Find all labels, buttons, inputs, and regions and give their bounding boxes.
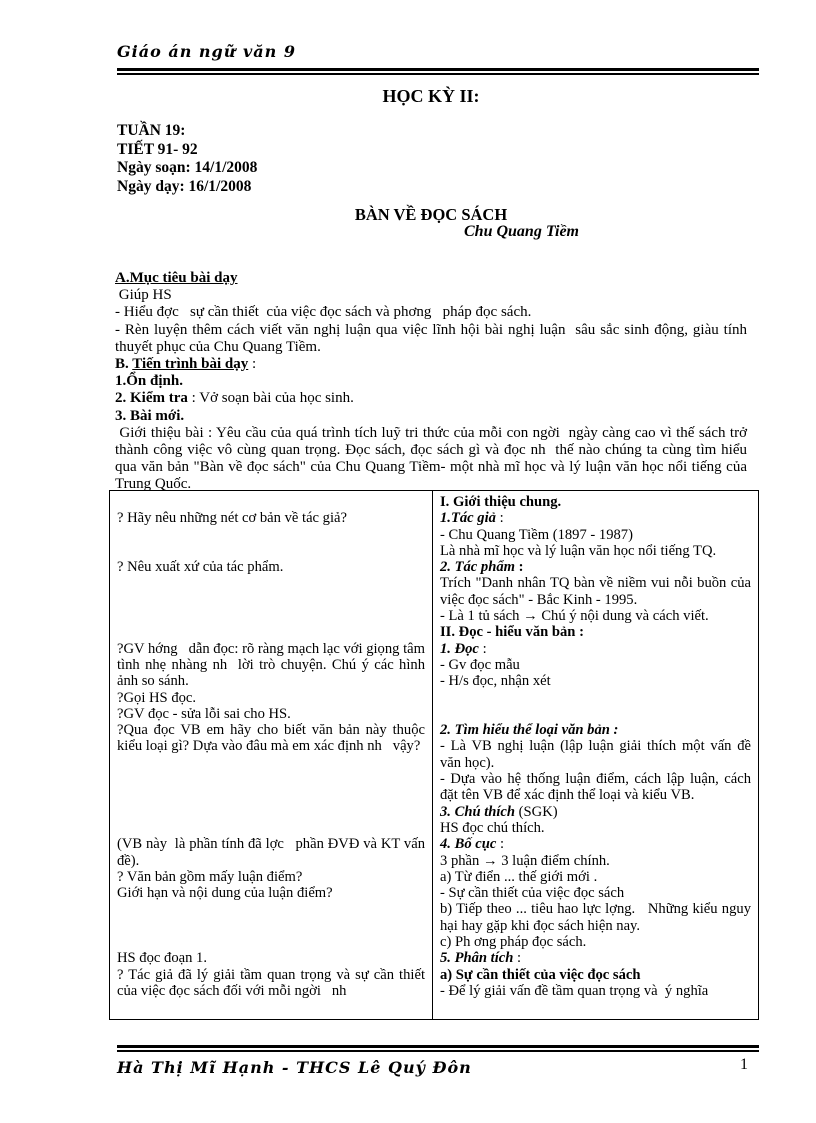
text-line: Ngày dạy: 16/1/2008: [117, 177, 252, 195]
text-line: [440, 494, 751, 510]
text-segment: A.Mục tiêu bài dạy: [115, 270, 238, 286]
text-segment: Giúp HS: [115, 287, 172, 304]
text-line: TUẦN 19:: [117, 122, 186, 139]
text-line: [440, 983, 751, 999]
text-segment: ? Tác giả đã lý giải tầm quan trọng và sự cần thiết của việc đọc sách đối với mỗi ngời nh: [117, 966, 432, 999]
blank-line: [117, 494, 425, 510]
text-line: [115, 321, 751, 356]
text-line: [440, 575, 755, 608]
text-line: [117, 640, 429, 690]
text-segment: ? Hãy nêu những nét cơ bản về tác giả?: [117, 510, 347, 527]
text-segment: Trích "Danh nhân TQ bàn về niềm vui nỗi buồn của việc đọc sách" - Bắc Kinh - 1995.: [440, 575, 755, 608]
footer-rule: [117, 1045, 759, 1052]
text-segment: :: [496, 836, 505, 853]
text-segment: - Gv đọc mẫu: [440, 656, 520, 673]
text-segment: 2. Tìm hiểu thể loại văn bản :: [440, 722, 619, 739]
text-segment: a) Sự cần thiết của việc đọc sách: [440, 966, 641, 983]
text-segment: - Là VB nghị luận (lập luận giải thích một vấn đề văn học).: [440, 738, 755, 771]
text-segment: ? Nêu xuất xứ của tác phẩm.: [117, 559, 284, 576]
text-segment: 1. Đọc: [440, 640, 479, 657]
text-line: [117, 885, 425, 901]
text-line: [117, 869, 425, 885]
text-segment: - Để lý giải vấn đề tầm quan trọng và ý nghĩa: [440, 982, 709, 999]
text-segment: 4. Bố cục: [440, 836, 497, 853]
blank-line: [117, 787, 425, 803]
text-line: [117, 559, 425, 575]
header-rule: [117, 68, 759, 75]
text-segment: 3. Bài mới.: [115, 407, 185, 424]
text-segment: (VB này là phần tính đã lợc phần ĐVĐ và KT vấn đề).: [117, 836, 429, 869]
blank-line: [117, 934, 425, 950]
blank-line: [117, 608, 425, 624]
text-line: [440, 608, 751, 624]
text-segment: Là nhà mĩ học và lý luận văn học nổi tiếng TQ.: [440, 542, 717, 559]
text-segment: :: [248, 356, 257, 373]
text-line: TIẾT 91- 92: [117, 140, 198, 158]
text-line: [440, 543, 751, 559]
text-line: [115, 424, 751, 494]
text-segment: :: [515, 559, 524, 576]
text-segment: 3 phần → 3 luận điểm chính.: [440, 852, 610, 869]
text-line: [440, 722, 751, 738]
text-line: [115, 373, 747, 390]
text-segment: 2. Tác phẩm: [440, 559, 515, 576]
text-line: [440, 738, 755, 771]
text-segment: :: [478, 640, 487, 657]
text-line: [440, 869, 751, 885]
meta-block: [117, 122, 257, 196]
lesson-title: BÀN VỀ ĐỌC SÁCH: [354, 205, 508, 224]
text-line: [115, 390, 747, 407]
text-segment: HS đọc chú thích.: [440, 819, 545, 836]
lesson-body: [115, 270, 751, 494]
blank-line: [117, 592, 425, 608]
lesson-author: Chu Quang Tiềm: [464, 223, 579, 240]
text-line: [115, 287, 747, 304]
text-line: [115, 270, 747, 287]
text-segment: 1.Tác giả: [440, 510, 496, 527]
text-line: [440, 836, 751, 852]
blank-line: [440, 690, 751, 706]
text-line: [117, 966, 432, 1000]
text-line: [117, 950, 425, 966]
blank-line: [440, 706, 751, 722]
text-line: [440, 657, 751, 673]
text-line: [440, 967, 751, 983]
text-segment: Giới hạn và nội dung của luận điểm?: [117, 885, 333, 902]
text-line: [440, 934, 751, 950]
text-segment: ?Qua đọc VB em hãy cho biết văn bản này thuộc kiểu loại gì? Dựa vào đâu mà em xác định nh vậy?: [117, 722, 429, 755]
text-segment: - Rèn luyện thêm cách viết văn nghị luận qua việc lĩnh hội bài nghị luận sâu sắc sinh động, giàu tính thuyết phục của Chu Quang Tiềm.: [115, 321, 751, 355]
text-line: [440, 673, 751, 689]
blank-line: [117, 820, 425, 836]
blank-line: [117, 575, 425, 591]
text-line: [440, 624, 751, 640]
text-segment: HS đọc đoạn 1.: [117, 950, 207, 967]
header-title: Giáo án ngữ văn 9: [117, 42, 296, 61]
text-line: [440, 641, 751, 657]
page-number: 1: [740, 1056, 748, 1073]
text-line: [115, 356, 747, 373]
text-segment: 1.Ổn định.: [115, 373, 183, 390]
blank-line: [117, 527, 425, 543]
semester-title: HỌC KỲ II:: [382, 86, 480, 106]
text-line: [440, 527, 751, 543]
text-segment: - Hiểu đợc sự cần thiết của việc đọc sách và phơng pháp đọc sách.: [115, 304, 532, 321]
text-line: [440, 901, 755, 934]
footer-author: Hà Thị Mĩ Hạnh - THCS Lê Quý Đôn: [117, 1058, 472, 1077]
text-segment: a) Từ điển ... thế giới mới .: [440, 868, 598, 885]
lesson-plan-table: [109, 490, 759, 1020]
table-cell-lesson-content: [432, 491, 758, 1019]
text-line: [117, 722, 429, 755]
blank-line: [117, 755, 425, 771]
text-segment: - Sự cần thiết của việc đọc sách: [440, 885, 625, 902]
text-segment: b) Tiếp theo ... tiêu hao lực lợng. Những kiểu nguy hại hay gặp khi đọc sách hiện nay.: [440, 901, 755, 934]
blank-line: [117, 901, 425, 917]
text-line: [440, 510, 751, 526]
text-segment: Tiến trình bài dạy: [132, 356, 249, 373]
blank-line: [117, 624, 425, 640]
text-line: [115, 408, 747, 425]
text-line: [440, 820, 751, 836]
text-line: [117, 706, 425, 722]
text-segment: I. Giới thiệu chung.: [440, 494, 562, 510]
text-line: [440, 804, 751, 820]
text-segment: 2. Kiểm tra: [115, 390, 188, 407]
text-segment: - Là 1 tủ sách → Chú ý nội dung và cách viết.: [440, 608, 709, 625]
text-line: [440, 559, 751, 575]
text-segment: - H/s đọc, nhận xét: [440, 673, 551, 690]
text-segment: B.: [115, 356, 133, 373]
text-segment: :: [513, 950, 522, 967]
text-segment: c) Ph ơng pháp đọc sách.: [440, 934, 587, 951]
text-line: [440, 950, 751, 966]
text-segment: ? Văn bản gồm mấy luận điểm?: [117, 868, 303, 885]
text-segment: - Chu Quang Tiềm (1897 - 1987): [440, 526, 633, 543]
blank-line: [117, 543, 425, 559]
text-segment: :: [495, 510, 504, 527]
blank-line: [117, 804, 425, 820]
text-segment: ?GV đọc - sửa lỗi sai cho HS.: [117, 705, 291, 722]
text-segment: II. Đọc - hiểu văn bản :: [440, 624, 584, 641]
text-segment: ?Gọi HS đọc.: [117, 689, 197, 706]
text-line: [440, 771, 755, 804]
text-segment: 3. Chú thích: [440, 803, 516, 820]
text-line: [440, 885, 751, 901]
text-segment: - Dựa vào hệ thống luận điểm, cách lập luận, cách đặt tên VB để xác định thể loại và kiểu VB.: [440, 771, 755, 804]
text-line: [115, 304, 747, 321]
table-cell-teacher-questions: [110, 491, 432, 1019]
text-segment: : Vở soạn bài của học sinh.: [187, 390, 354, 407]
blank-line: [117, 918, 425, 934]
text-segment: ?GV hớng dẫn đọc: rõ ràng mạch lạc với giọng tâm tình nhẹ nhàng nh lời trò chuyện. Chú ý các hình ảnh so sánh.: [117, 640, 429, 690]
text-line: [117, 690, 425, 706]
blank-line: [117, 771, 425, 787]
text-line: [440, 853, 751, 869]
text-segment: (SGK): [515, 803, 558, 820]
text-segment: 5. Phân tích: [440, 950, 514, 967]
text-line: [117, 510, 425, 526]
text-line: Ngày soạn: 14/1/2008: [117, 159, 258, 176]
text-line: [117, 836, 429, 869]
text-segment: Giới thiệu bài : Yêu cầu của quá trình tích luỹ tri thức của mỗi con ngời ngày càng cao vì thế sách trở thành công việc vô cùng quan trọng. Đọc sách, đọc sách gì và đọc nh thế nào chúng ta cùng tìm hiểu qua văn bản "Bàn về đọc sách" của Chu Quang Tiềm- một nhà mĩ học và lý luận văn học nổi tiếng của Trung Quốc.: [115, 424, 751, 493]
